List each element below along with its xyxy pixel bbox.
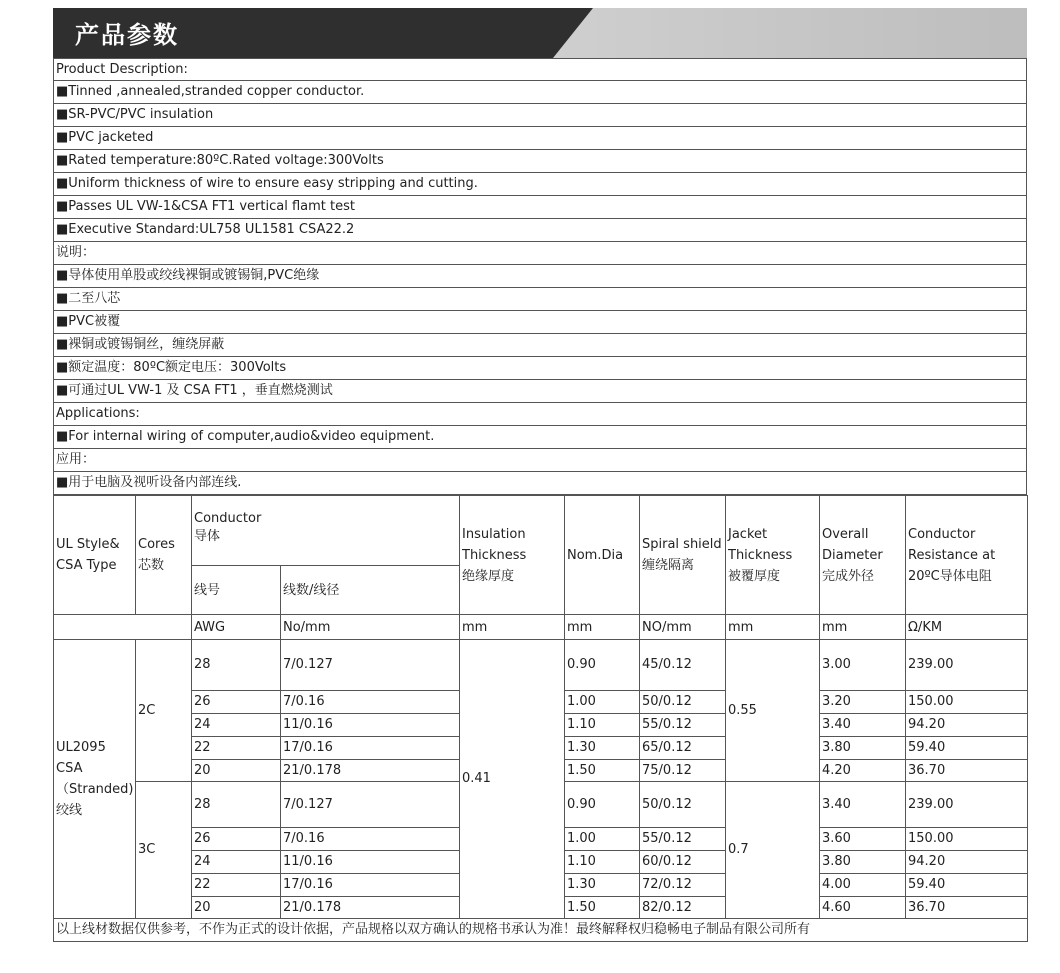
nomdia-cell: 1.10 — [565, 851, 640, 874]
unit-cell: AWG — [192, 615, 281, 640]
strands-cell: 17/0.16 — [281, 737, 460, 760]
strands-cell: 7/0.127 — [281, 782, 460, 828]
unit-cell: mm — [820, 615, 906, 640]
nomdia-cell: 1.30 — [565, 874, 640, 897]
awg-cell: 20 — [192, 760, 281, 782]
spiral-cell: 60/0.12 — [640, 851, 726, 874]
description-row — [54, 196, 1027, 219]
awg-cell: 28 — [192, 782, 281, 828]
nomdia-cell: 1.00 — [565, 828, 640, 851]
awg-cell: 26 — [192, 691, 281, 714]
style-line: UL2095 — [56, 740, 106, 755]
resistance-cell: 150.00 — [906, 691, 1028, 714]
spiral-cell: 55/0.12 — [640, 828, 726, 851]
strands-cell: 17/0.16 — [281, 874, 460, 897]
spiral-cell: 50/0.12 — [640, 691, 726, 714]
header-overall: Overall Diameter 完成外径 — [820, 496, 906, 615]
section-title: 产品参数 — [75, 21, 179, 49]
spiral-cell: 82/0.12 — [640, 897, 726, 919]
description-line: ■二至八芯 — [54, 288, 1027, 311]
unit-cell: Ω/KM — [906, 615, 1028, 640]
nomdia-cell: 1.50 — [565, 760, 640, 782]
description-line: ■PVC被覆 — [54, 311, 1027, 334]
description-table — [53, 58, 1027, 495]
description-line: ■Uniform thickness of wire to ensure easy stripping and cutting. — [54, 173, 1027, 196]
description-row — [54, 426, 1027, 449]
description-row — [54, 104, 1027, 127]
strands-cell: 7/0.127 — [281, 640, 460, 691]
description-row — [54, 59, 1027, 81]
description-row — [54, 380, 1027, 403]
description-line: ■SR-PVC/PVC insulation — [54, 104, 1027, 127]
description-line: 应用： — [54, 449, 1027, 472]
description-row — [54, 81, 1027, 104]
description-row — [54, 449, 1027, 472]
description-line: ■可通过UL VW-1 及 CSA FT1 ，垂直燃烧测试 — [54, 380, 1027, 403]
style-line: CSA — [56, 761, 83, 776]
header-spiral: Spiral shield 缠绕隔离 — [640, 496, 726, 615]
description-row — [54, 288, 1027, 311]
spiral-cell: 75/0.12 — [640, 760, 726, 782]
description-line: ■用于电脑及视听设备内部连线. — [54, 472, 1027, 495]
overall-diameter-cell: 3.00 — [820, 640, 906, 691]
strands-cell: 11/0.16 — [281, 851, 460, 874]
resistance-cell: 36.70 — [906, 760, 1028, 782]
nomdia-cell: 0.90 — [565, 782, 640, 828]
nomdia-cell: 1.50 — [565, 897, 640, 919]
description-row — [54, 265, 1027, 288]
description-row — [54, 150, 1027, 173]
resistance-cell: 94.20 — [906, 851, 1028, 874]
banner-stripe — [553, 8, 1027, 58]
header-insulation: Insulation Thickness 绝缘厚度 — [460, 496, 565, 615]
unit-cell: mm — [460, 615, 565, 640]
resistance-cell: 239.00 — [906, 640, 1028, 691]
description-line: ■Rated temperature:80ºC.Rated voltage:300Volts — [54, 150, 1027, 173]
style-line: 绞线 — [56, 803, 83, 818]
spiral-cell: 45/0.12 — [640, 640, 726, 691]
resistance-cell: 36.70 — [906, 897, 1028, 919]
overall-diameter-cell: 3.60 — [820, 828, 906, 851]
description-row — [54, 472, 1027, 495]
product-spec-sheet — [53, 8, 1027, 942]
jacket-cell: 0.7 — [726, 782, 820, 919]
style-cell — [54, 640, 136, 919]
overall-diameter-cell: 4.60 — [820, 897, 906, 919]
header-conductor: Conductor 导体 — [192, 496, 460, 566]
strands-cell: 7/0.16 — [281, 828, 460, 851]
description-line: ■Tinned ,annealed,stranded copper conductor. — [54, 81, 1027, 104]
header-style: UL Style& CSA Type — [54, 496, 136, 615]
header-cores: Cores 芯数 — [136, 496, 192, 615]
awg-cell: 24 — [192, 714, 281, 737]
overall-diameter-cell: 3.20 — [820, 691, 906, 714]
header-jacket: Jacket Thickness 被覆厚度 — [726, 496, 820, 615]
header-resistance: Conductor Resistance at 20ºC导体电阻 — [906, 496, 1028, 615]
description-line: Applications: — [54, 403, 1027, 426]
description-line: ■裸铜或镀锡铜丝，缠绕屏蔽 — [54, 334, 1027, 357]
description-row — [54, 334, 1027, 357]
overall-diameter-cell: 4.00 — [820, 874, 906, 897]
description-line: ■Passes UL VW-1&CSA FT1 vertical flamt test — [54, 196, 1027, 219]
spiral-cell: 50/0.12 — [640, 782, 726, 828]
insulation-cell: 0.41 — [460, 640, 565, 919]
unit-cell: mm — [565, 615, 640, 640]
description-line: ■PVC jacketed — [54, 127, 1027, 150]
resistance-cell: 150.00 — [906, 828, 1028, 851]
awg-cell: 24 — [192, 851, 281, 874]
description-line: ■For internal wiring of computer,audio&video equipment. — [54, 426, 1027, 449]
section-banner — [53, 8, 1027, 58]
description-row — [54, 219, 1027, 242]
overall-diameter-cell: 3.80 — [820, 851, 906, 874]
footer-note: 以上线材数据仅供参考，不作为正式的设计依据，产品规格以双方确认的规格书承认为准！最终解释权归稳畅电子制品有限公司所有 — [54, 919, 1028, 942]
awg-cell: 26 — [192, 828, 281, 851]
description-row — [54, 127, 1027, 150]
description-row — [54, 357, 1027, 380]
nomdia-cell: 1.30 — [565, 737, 640, 760]
description-row — [54, 173, 1027, 196]
nomdia-cell: 1.00 — [565, 691, 640, 714]
awg-cell: 28 — [192, 640, 281, 691]
spiral-cell: 65/0.12 — [640, 737, 726, 760]
description-line: Product Description: — [54, 59, 1027, 81]
spec-table — [53, 495, 1028, 942]
overall-diameter-cell: 3.40 — [820, 714, 906, 737]
style-line: （Stranded) — [56, 782, 134, 797]
resistance-cell: 59.40 — [906, 874, 1028, 897]
awg-cell: 20 — [192, 897, 281, 919]
overall-diameter-cell: 3.80 — [820, 737, 906, 760]
cores-cell: 2C — [136, 640, 192, 782]
description-row — [54, 311, 1027, 334]
header-gauge: 线号 — [192, 566, 281, 615]
strands-cell: 11/0.16 — [281, 714, 460, 737]
nomdia-cell: 1.10 — [565, 714, 640, 737]
description-row — [54, 403, 1027, 426]
header-nomdia: Nom.Dia — [565, 496, 640, 615]
nomdia-cell: 0.90 — [565, 640, 640, 691]
units-blank — [54, 615, 192, 640]
strands-cell: 21/0.178 — [281, 897, 460, 919]
header-strands: 线数/线径 — [281, 566, 460, 615]
resistance-cell: 59.40 — [906, 737, 1028, 760]
table-row — [54, 640, 1028, 691]
unit-cell: NO/mm — [640, 615, 726, 640]
strands-cell: 21/0.178 — [281, 760, 460, 782]
spiral-cell: 72/0.12 — [640, 874, 726, 897]
resistance-cell: 239.00 — [906, 782, 1028, 828]
overall-diameter-cell: 4.20 — [820, 760, 906, 782]
description-line: ■Executive Standard:UL758 UL1581 CSA22.2 — [54, 219, 1027, 242]
awg-cell: 22 — [192, 737, 281, 760]
description-line: ■额定温度：80ºC额定电压：300Volts — [54, 357, 1027, 380]
overall-diameter-cell: 3.40 — [820, 782, 906, 828]
jacket-cell: 0.55 — [726, 640, 820, 782]
strands-cell: 7/0.16 — [281, 691, 460, 714]
spiral-cell: 55/0.12 — [640, 714, 726, 737]
resistance-cell: 94.20 — [906, 714, 1028, 737]
awg-cell: 22 — [192, 874, 281, 897]
description-row — [54, 242, 1027, 265]
unit-cell: mm — [726, 615, 820, 640]
description-line: 说明： — [54, 242, 1027, 265]
unit-cell: No/mm — [281, 615, 460, 640]
cores-cell: 3C — [136, 782, 192, 919]
description-line: ■导体使用单股或绞线裸铜或镀锡铜,PVC绝缘 — [54, 265, 1027, 288]
